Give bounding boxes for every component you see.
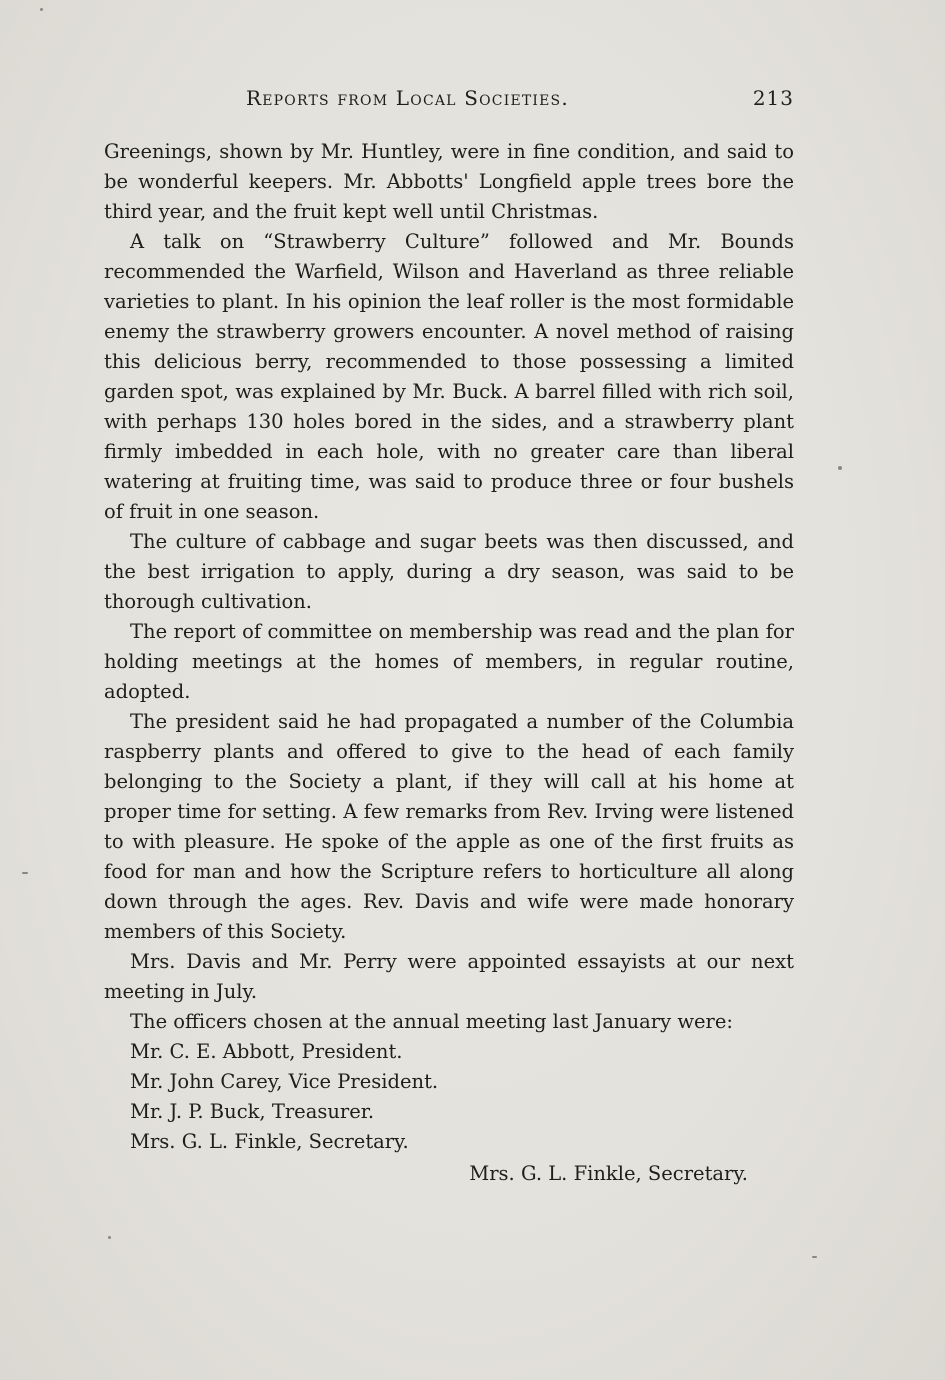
- paragraph-essayists: Mrs. Davis and Mr. Perry were appointed essayists at our next meeting in July.: [104, 950, 794, 1003]
- page-body: [104, 137, 794, 1189]
- paragraph-greenings: Greenings, shown by Mr. Huntley, were in fine condition, and said to be wonderful keepers. Mr. Abbotts' Longfield apple trees bore the third year, and the fruit kept well until Christmas.: [104, 140, 794, 223]
- officers-list: [104, 1037, 794, 1157]
- page-number: 213: [752, 86, 794, 110]
- paper-speck: [22, 872, 28, 874]
- paper-speck: [108, 1236, 111, 1239]
- officer-president: Mr. C. E. Abbott, President.: [130, 1040, 403, 1063]
- paragraph-strawberry-culture: A talk on “Strawberry Culture” followed and Mr. Bounds recommended the Warfield, Wilson and Haverland as three reliable varieties to plant. In his opinion the leaf roller is the most formidable enemy the strawberry growers encounter. A novel method of raising this delicious berry, recommended to those possessing a limited garden spot, was explained by Mr. Buck. A barrel filled with rich soil, with perhaps 130 holes bored in the sides, and a strawberry plant firmly imbedded in each hole, with no greater care than liberal watering at fruiting time, was said to produce three or four bushels of fruit in one season.: [104, 230, 794, 523]
- paper-speck: [838, 466, 842, 470]
- officer-secretary: Mrs. G. L. Finkle, Secretary.: [130, 1130, 409, 1153]
- officer-treasurer: Mr. J. P. Buck, Treasurer.: [130, 1100, 375, 1123]
- signature: Mrs. G. L. Finkle, Secretary.: [469, 1162, 748, 1185]
- running-head: Reports from Local Societies.: [246, 86, 569, 110]
- page-header: [104, 86, 794, 116]
- paragraph-cabbage-beets: The culture of cabbage and sugar beets was then discussed, and the best irrigation to apply, during a dry season, was said to be thorough cultivation.: [104, 530, 794, 613]
- paper-speck: [812, 1256, 817, 1258]
- officer-vice-president: Mr. John Carey, Vice President.: [130, 1070, 439, 1093]
- paragraph-president-remarks: The president said he had propagated a number of the Columbia raspberry plants and offered to give to the head of each family belonging to the Society a plant, if they will call at his home at proper time for setting. A few remarks from Rev. Irving were listened to with pleasure. He spoke of the apple as one of the first fruits as food for man and how the Scripture refers to horticulture all along down through the ages. Rev. Davis and wife were made honorary members of this Society.: [104, 710, 794, 943]
- paragraph-membership-report: The report of committee on membership was read and the plan for holding meetings at the homes of members, in regular routine, adopted.: [104, 620, 794, 703]
- paper-speck: [40, 8, 43, 11]
- paragraph-officers-intro: The officers chosen at the annual meeting last January were:: [130, 1010, 733, 1033]
